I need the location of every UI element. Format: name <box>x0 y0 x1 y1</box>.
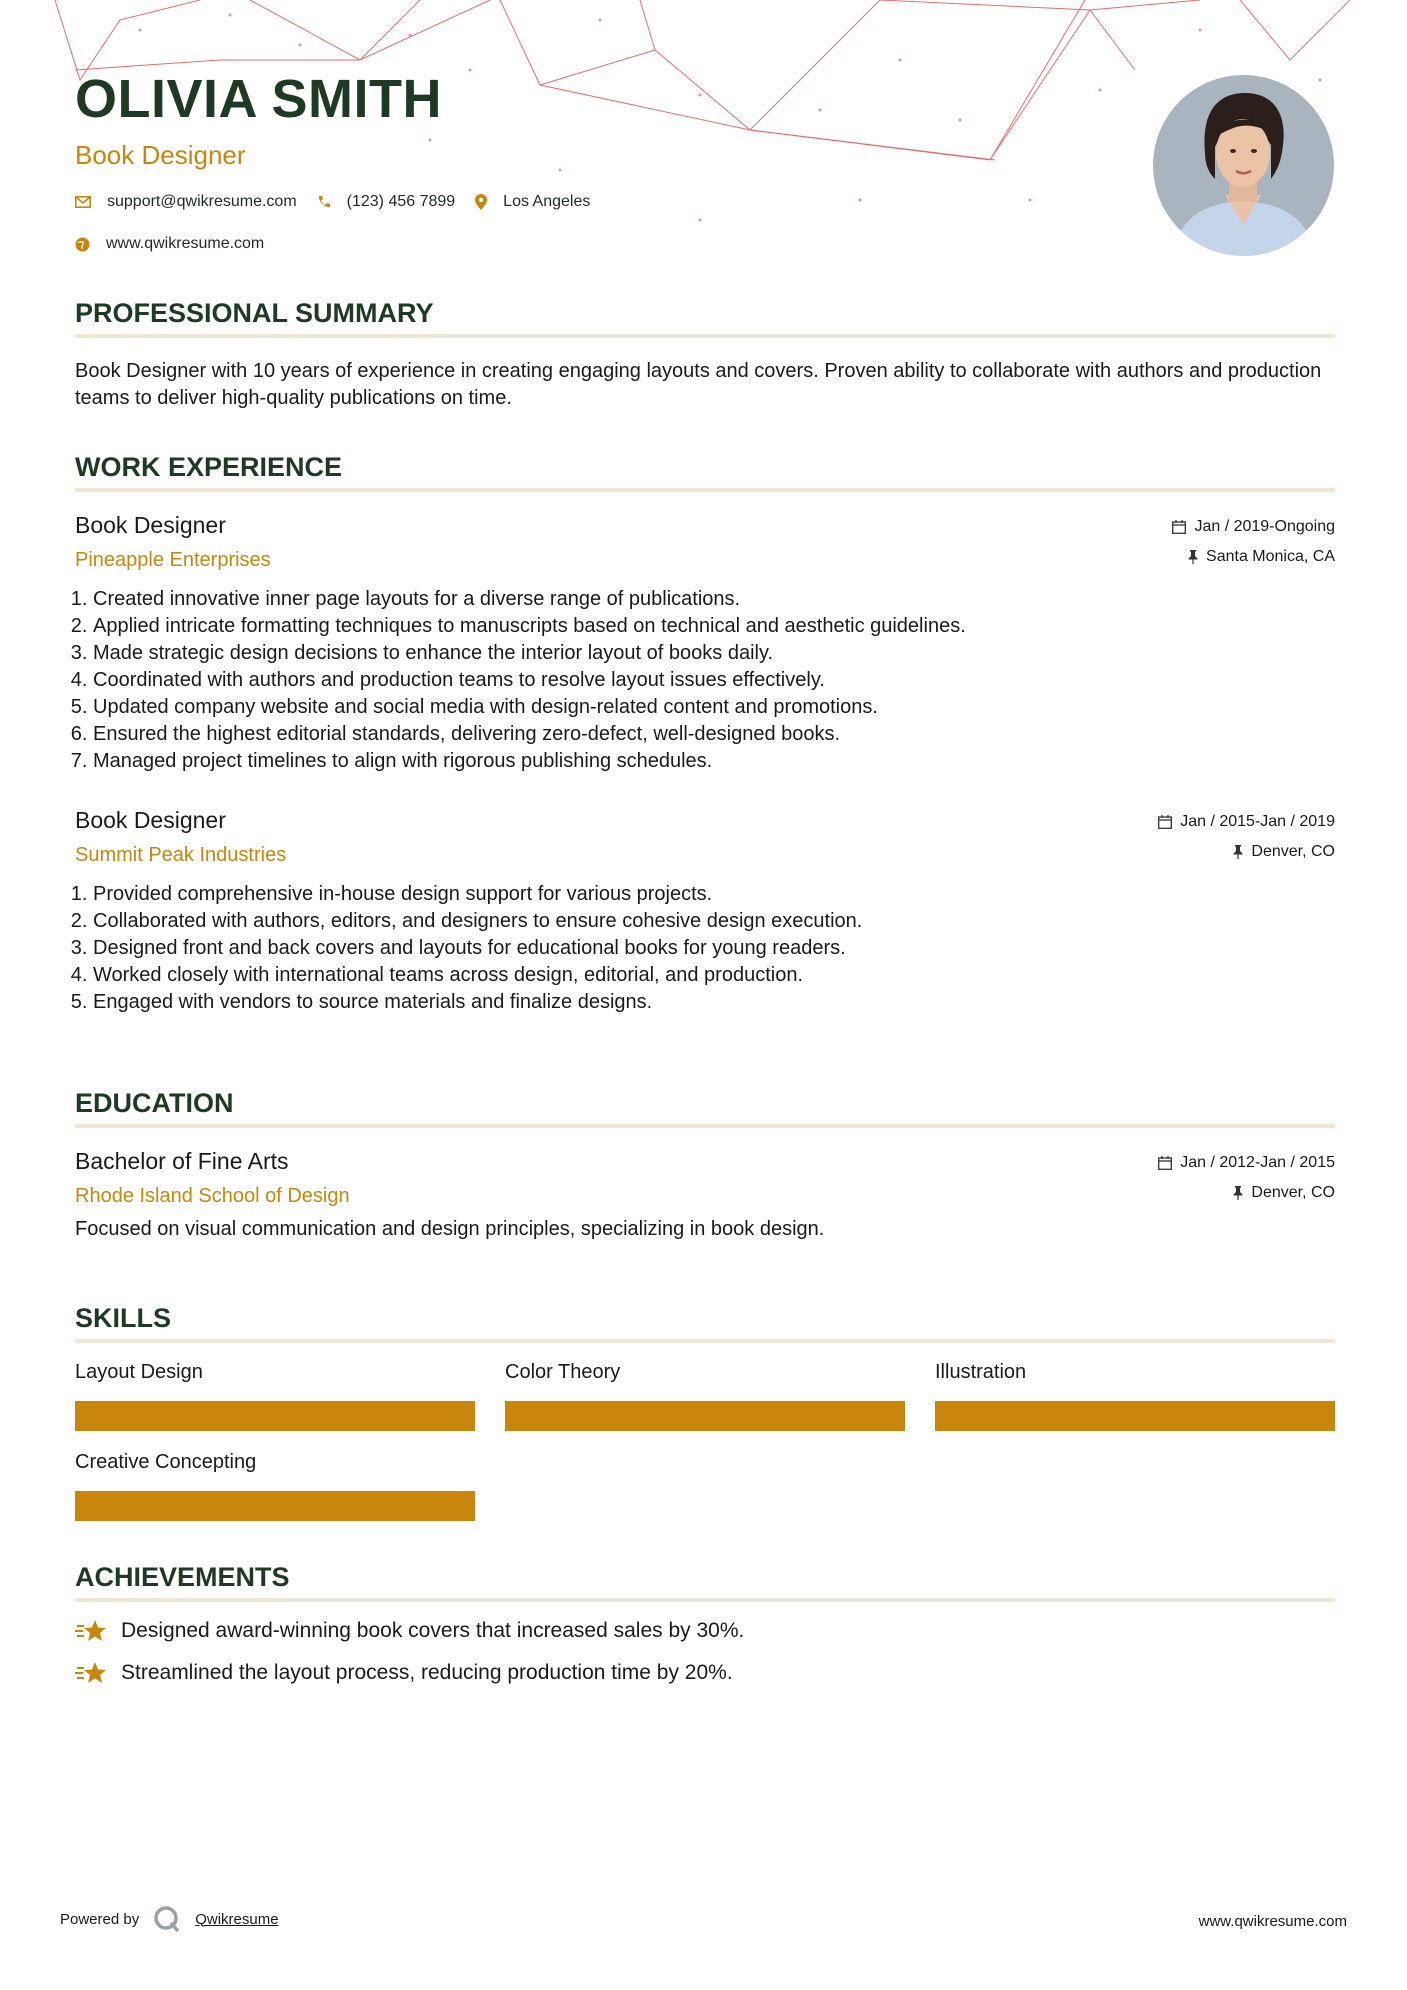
skill-bar <box>505 1401 905 1431</box>
calendar-icon <box>1172 520 1186 534</box>
education-dates <box>1158 1148 1335 1178</box>
section-heading: WORK EXPERIENCE <box>75 452 343 482</box>
job-location-text: Denver, CO <box>1251 843 1335 860</box>
profile-photo <box>1153 75 1334 256</box>
contact-location <box>475 193 590 211</box>
skill-item <box>505 1361 905 1431</box>
job-entry <box>75 512 1335 775</box>
section-divider <box>75 1124 1335 1128</box>
resume-header <box>75 69 610 253</box>
education-location <box>1158 1178 1335 1208</box>
location-text: Los Angeles <box>503 193 591 210</box>
duty-item: 5. Updated company website and social media with design-related content and promotions. <box>93 694 1335 721</box>
job-dates <box>1158 807 1335 837</box>
section-experience <box>75 452 1335 1016</box>
job-meta <box>1172 512 1335 572</box>
email-text: support@qwikresume.com <box>107 193 297 210</box>
achievement-text: Streamlined the layout process, reducing production time by 20%. <box>121 1661 733 1684</box>
profile-photo-illustration <box>1153 75 1334 256</box>
section-education <box>75 1088 1335 1243</box>
section-skills <box>75 1303 1335 1521</box>
job-dates-text: Jan / 2019-Ongoing <box>1194 518 1335 535</box>
skill-bar-fill <box>75 1491 475 1521</box>
section-divider <box>75 1339 1335 1343</box>
duty-item: 7. Managed project timelines to align with rigorous publishing schedules. <box>93 748 1335 775</box>
skill-bar-fill <box>75 1401 475 1431</box>
duty-item: 6. Ensured the highest editorial standards, delivering zero-defect, well-designed books. <box>93 721 1335 748</box>
job-title: Book Designer <box>75 512 226 538</box>
envelope-icon <box>75 196 91 208</box>
skill-name: Illustration <box>935 1361 1027 1383</box>
skills-grid <box>75 1361 1335 1521</box>
contact-row-website <box>75 235 610 253</box>
education-meta <box>1158 1148 1335 1208</box>
powered-by-label: Powered by <box>60 1910 140 1928</box>
job-meta <box>1158 807 1335 867</box>
candidate-name: OLIVIA SMITH <box>75 69 442 129</box>
skill-item <box>75 1361 475 1431</box>
education-description: Focused on visual communication and design principles, specializing in book design. <box>75 1218 825 1240</box>
achievement-text: Designed award-winning book covers that increased sales by 30%. <box>121 1619 745 1642</box>
globe-icon <box>75 237 90 252</box>
qwikresume-logo-icon <box>153 1905 181 1933</box>
skill-bar <box>75 1401 475 1431</box>
skill-bar <box>75 1491 475 1521</box>
phone-text: (123) 456 7899 <box>346 193 456 210</box>
contact-phone[interactable] <box>317 193 456 211</box>
achievement-item <box>75 1618 1335 1644</box>
website-text: www.qwikresume.com <box>106 235 265 252</box>
duty-item: 1. Created innovative inner page layouts for a diverse range of publications. <box>93 586 1335 613</box>
education-location-text: Denver, CO <box>1251 1184 1335 1201</box>
section-heading: ACHIEVEMENTS <box>75 1562 290 1592</box>
degree: Bachelor of Fine Arts <box>75 1148 289 1174</box>
education-entry <box>75 1148 1335 1243</box>
job-location <box>1158 837 1335 867</box>
job-company: Pineapple Enterprises <box>75 549 271 571</box>
section-heading: PROFESSIONAL SUMMARY <box>75 298 434 328</box>
pushpin-icon <box>1188 550 1198 564</box>
summary-text: Book Designer with 10 years of experience in creating engaging layouts and covers. Proven ability to collaborate with authors and production teams to deliver high-quality publications on time. <box>75 360 1322 409</box>
star-award-icon <box>75 1660 107 1686</box>
duty-item: 3. Made strategic design decisions to enhance the interior layout of books daily. <box>93 640 1335 667</box>
duty-item: 3. Designed front and back covers and layouts for educational books for young readers. <box>93 935 1335 962</box>
skill-name: Creative Concepting <box>75 1451 257 1473</box>
duty-item: 4. Coordinated with authors and production teams to resolve layout issues effectively. <box>93 667 1335 694</box>
contact-email[interactable] <box>75 193 297 211</box>
skill-bar-fill <box>935 1401 1335 1431</box>
pushpin-icon <box>1233 1186 1243 1200</box>
duty-item: 4. Worked closely with international teams across design, editorial, and production. <box>93 962 1335 989</box>
job-location-text: Santa Monica, CA <box>1206 548 1335 565</box>
section-divider <box>75 334 1335 338</box>
section-summary <box>75 298 1335 412</box>
skill-bar-fill <box>505 1401 905 1431</box>
contact-row <box>75 193 610 211</box>
section-heading: SKILLS <box>75 1303 172 1333</box>
contact-website[interactable] <box>75 235 264 253</box>
school: Rhode Island School of Design <box>75 1185 350 1207</box>
job-dates-text: Jan / 2015-Jan / 2019 <box>1180 813 1335 830</box>
qwikresume-link[interactable]: Qwikresume <box>195 1910 279 1928</box>
skill-bar <box>935 1401 1335 1431</box>
footer-url[interactable]: www.qwikresume.com <box>1198 1913 1347 1930</box>
section-achievements <box>75 1562 1335 1686</box>
section-divider <box>75 488 1335 492</box>
section-heading: EDUCATION <box>75 1088 234 1118</box>
candidate-title: Book Designer <box>75 140 246 170</box>
calendar-icon <box>1158 815 1172 829</box>
section-divider <box>75 1598 1335 1602</box>
education-dates-text: Jan / 2012-Jan / 2015 <box>1180 1154 1335 1171</box>
job-title: Book Designer <box>75 807 226 833</box>
skill-item <box>935 1361 1335 1431</box>
duty-item: 5. Engaged with vendors to source materials and finalize designs. <box>93 989 1335 1016</box>
job-duties <box>75 586 1335 775</box>
achievements-list <box>75 1618 1335 1686</box>
star-award-icon <box>75 1618 107 1644</box>
job-location <box>1172 542 1335 572</box>
job-entry <box>75 807 1335 1016</box>
map-pin-icon <box>475 194 487 210</box>
achievement-item <box>75 1660 1335 1686</box>
duty-item: 1. Provided comprehensive in-house design support for various projects. <box>93 881 1335 908</box>
footer-left <box>60 1905 279 1933</box>
page-footer <box>60 1905 1347 1945</box>
job-duties <box>75 881 1335 1016</box>
duty-item: 2. Applied intricate formatting techniques to manuscripts based on technical and aesthetic guidelines. <box>93 613 1335 640</box>
skill-name: Layout Design <box>75 1361 203 1383</box>
job-company: Summit Peak Industries <box>75 844 287 866</box>
job-dates <box>1172 512 1335 542</box>
calendar-icon <box>1158 1156 1172 1170</box>
skill-name: Color Theory <box>505 1361 621 1383</box>
phone-icon <box>317 195 331 209</box>
duty-item: 2. Collaborated with authors, editors, and designers to ensure cohesive design execution. <box>93 908 1335 935</box>
pushpin-icon <box>1233 845 1243 859</box>
skill-item <box>75 1451 475 1521</box>
